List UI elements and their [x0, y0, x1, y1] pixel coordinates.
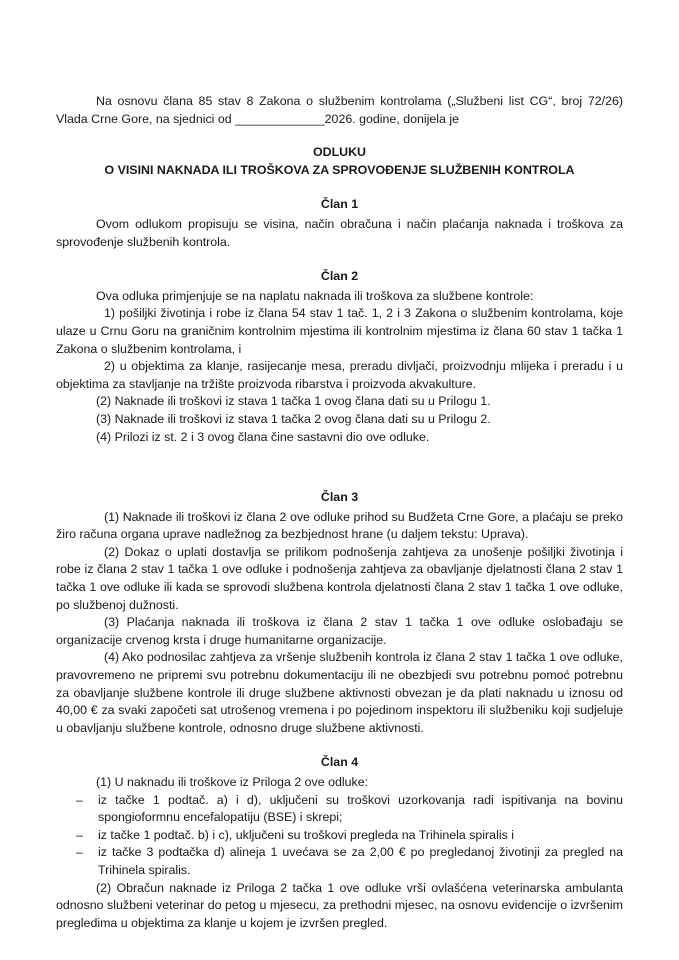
article-2-item-2: 2) u objektima za klanje, rasijecanje mesa, preradu divljači, proizvodnju mlijeka i preradu i u objektima za stavljanje na tržište proizvoda ribarstva i proizvoda akvakulture.	[56, 359, 623, 391]
bullet-text: iz tačke 3 podtačka d) alineja 1 uvećava se za 2,00 € po pregledanoj životinji za pregled na Trihinela spiralis.	[98, 845, 623, 877]
article-1-text: Ovom odlukom propisuju se visina, način obračuna i način plaćanja naknada i troškova za sprovođenje službenih kontrola.	[56, 216, 623, 249]
article-3-paragraph-2: (2) Dokaz o uplati dostavlja se prilikom podnošenja zahtjeva za unošenje pošiljki životinja i robe iz člana 2 stav 1 tačka 1 ove odluke i podnošenja zahtjeva za obavljanje djelatnosti člana 2 stav 1 tačka 1 ove odluke ili kada se sprovodi službena kontrola djelatnosti člana 2 stav 1 tačka 1 ove odluke, po službenoj dužnosti.	[56, 544, 623, 612]
article-2-paragraph-1: Ova odluka primjenjuje se na naplatu naknada ili troškova za službene kontrole:	[96, 288, 534, 303]
article-3-paragraph-1: (1) Naknade ili troškovi iz člana 2 ove odluke prihod su Budžeta Crne Gore, a plaćaju se preko žiro računa organa uprave nadležnog za bezbjednost hrane (u daljem tekstu: Uprava).	[56, 509, 623, 542]
title-line-2: O VISINI NAKNADA ILI TROŠKOVA ZA SPROVOĐENJE SLUŽBENIH KONTROLA	[104, 162, 575, 177]
article-1-heading: Član 1	[320, 197, 359, 212]
article-3-paragraph-4: (4) Ako podnosilac zahtjeva za vršenje službenih kontrola iz člana 2 stav 1 tačka 1 ove odluke, pravovremeno ne pripremi svu potrebnu dokumentaciju ili ne obezbjedi svu potrebnu pomoć potrebnu za obavljanje službene kontrole ili druge službene aktivnosti obvezan je da plati naknadu u iznosu od 40,00 € za svaki započeti sat utrošenog vremena i po pojedinom inspektoru ili službeniku koji sudjeluje u obavljanju službene kontrole, odnosno druge službene aktivnosti.	[56, 650, 623, 735]
article-2-paragraph-3: (3) Naknade ili troškovi iz stava 1 tačka 2 ovog člana dati su u Prilogu 2.	[96, 411, 491, 426]
article-3-paragraph-3: (3) Plaćanja naknada ili troškova iz člana 2 stav 1 tačka 1 ove odluke oslobađaju se organizacije crvenog krsta i druge humanitarne organizacije.	[56, 615, 623, 647]
article-4	[56, 754, 623, 932]
bullet-text: iz tačke 1 podtač. a) i d), uključeni su troškovi uzorkovanja radi ispitivanja na bovinu spongioformnu encefalopatiju (BSE) i skrepi;	[98, 792, 623, 825]
article-2-heading: Član 2	[320, 269, 359, 284]
article-3	[56, 489, 623, 737]
bullet-dash: –	[76, 792, 83, 807]
article-1	[56, 196, 623, 251]
article-4-bullet-1	[56, 792, 623, 827]
article-4-bullet-2	[56, 827, 623, 845]
title-line-1: ODLUKU	[313, 145, 366, 160]
bullet-text: iz tačke 1 podtač. b) i c), uključeni su troškovi pregleda na Trihinela spiralis i	[98, 827, 514, 842]
article-3-heading: Član 3	[320, 490, 359, 505]
article-2	[56, 268, 623, 446]
article-4-heading: Član 4	[320, 755, 359, 770]
decision-title	[56, 144, 623, 179]
article-4-bullet-3	[56, 844, 623, 879]
bullet-dash: –	[76, 827, 83, 842]
article-4-paragraph-1: (1) U naknadu ili troškove iz Priloga 2 ove odluke:	[96, 775, 369, 789]
document-body	[56, 93, 623, 932]
intro-paragraph: Na osnovu člana 85 stav 8 Zakona o službenim kontrolama („Službeni list CG“, broj 72/26) Vlada Crne Gore, na sjednici od _____________2026. godine, donijela je	[56, 94, 623, 126]
bullet-dash: –	[76, 845, 83, 860]
article-2-paragraph-4: (4) Prilozi iz st. 2 i 3 ovog člana čine sastavni dio ove odluke.	[96, 429, 430, 444]
article-2-paragraph-2: (2) Naknade ili troškovi iz stava 1 tačka 1 ovog člana dati su u Prilogu 1.	[96, 394, 491, 409]
article-4-paragraph-2: (2) Obračun naknade iz Priloga 2 tačka 1 ove odluke vrši ovlašćena veterinarska ambulanta odnosno službeni veterinar do petog u mjesecu, za prethodni mjesec, na osnovu evidencije o izvršenim pregledima u objektima za klanje u kojem je izvršen pregled.	[56, 880, 623, 930]
article-2-item-1: 1) pošiljki životinja i robe iz člana 54 stav 1 tač. 1, 2 i 3 Zakona o službenim kontrolama, koje ulaze u Crnu Goru na graničnim kontrolnim mjestima ili kontrolnim mjestima iz člana 60 stav 1 tačka 1 Zakona o službenim kontrolama, i	[56, 306, 623, 356]
